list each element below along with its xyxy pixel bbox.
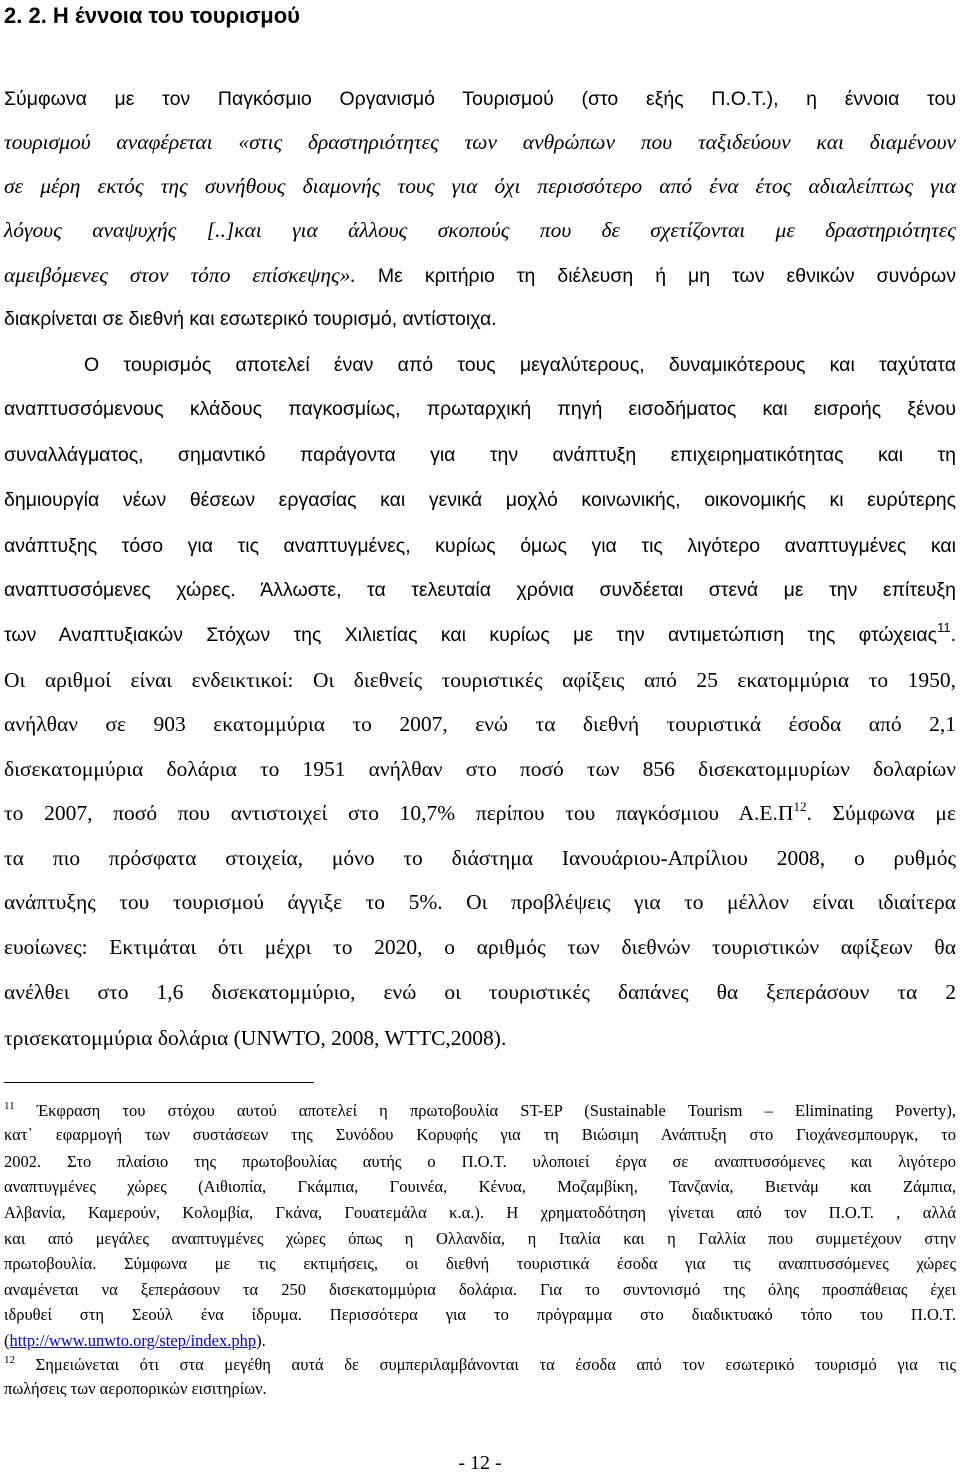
footnote-11-line: αναμένεται να ξεπεράσουν τα 250 δισεκατομμύρια δολάρια. Για το συντονισμό της όλης προσπάθειας έχει [4,1280,956,1299]
footnote-number-12: 12 [4,1354,15,1366]
footnote-11-line: 2002. Στο πλαίσιο της πρωτοβουλίας αυτής ο Π.Ο.Τ. υλοποιεί έργα σε αναπτυσσόμενες και λιγότερο [4,1152,956,1171]
paragraph-2-line: αναπτυσσόμενους κλάδους παγκοσμίως, πρωταρχική πηγή εισοδήματος και εισροής ξένου [4,398,956,420]
paragraph-1-line: λόγους αναψυχής [..]και για άλλους σκοπούς που δε σχετίζονται με δραστηριότητες [4,218,956,242]
unwto-step-link[interactable]: http://www.unwto.org/step/index.php [9,1331,257,1350]
section-heading: 2. 2. Η έννοια του τουρισμού [4,3,300,28]
paragraph-2-line: ανάπτυξης τόσο για τις αναπτυγμένες, κυρίως όμως για τις λιγότερο αναπτυγμένες και [4,535,956,557]
paragraph-1-line: Σύμφωνα με τον Παγκόσμιο Οργανισμό Τουρισμού (στο εξής Π.Ο.Τ.), η έννοια του [4,88,956,110]
footnote-11-line [4,1100,956,1122]
paragraph-2-line: δισεκατομμύρια δολάρια το 1951 ανήλθαν στο ποσό των 856 δισεκατομμυρίων δολαρίων [4,757,956,781]
footnote-12-line: πωλήσεις των αεροπορικών εισιτηρίων. [4,1379,267,1398]
paragraph-2-line: δημιουργία νέων θέσεων εργασίας και γενικά μοχλό κοινωνικής, οικονομικής κι ευρύτερης [4,489,956,511]
footnote-number-11: 11 [4,1100,15,1112]
body-text: . [950,624,956,646]
footnote-11-line: και από μεγάλες αναπτυγμένες χώρες όπως η Ολλανδία, η Ιταλία και η Γαλλία που συμμετέχουν στην [4,1229,956,1248]
footnote-11-line: αναπτυγμένες χώρες (Αιθιοπία, Γκάμπια, Γουινέα, Κένυα, Μοζαμβίκη, Τανζανία, Βιετνάμ και Ζάμπια, [4,1177,956,1196]
body-text: Με κριτήριο τη διέλευση ή μη των εθνικών συνόρων [355,265,956,287]
page-number: - 12 - [458,1452,502,1474]
paragraph-1-line: τουρισμού αναφέρεται «στις δραστηριότητες των ανθρώπων που ταξιδεύουν και διαμένουν [4,130,956,154]
footnote-text: ( [4,1331,10,1350]
footnote-11-line: κατ᾽ εφαρμογή των συστάσεων της Συνόδου Κορυφής για τη Βιώσιμη Ανάπτυξη στο Γιοχάνεσμπουργκ, το [4,1125,956,1144]
paragraph-2-line [4,798,956,828]
paragraph-1-line: διακρίνεται σε διεθνή και εσωτερικό τουρισμό, αντίστοιχα. [4,308,497,330]
footnote-text: ). [256,1331,266,1350]
footnote-ref-11: 11 [937,620,951,635]
paragraph-2-line: Ο τουρισμός αποτελεί έναν από τους μεγαλύτερους, δυναμικότερους και ταχύτατα [84,354,956,376]
paragraph-1-line: σε μέρη εκτός της συνήθους διαμονής τους για όχι περισσότερο από ένα έτος αδιαλείπτως για [4,174,956,198]
footnote-11-line: ιδρυθεί στη Σεούλ ένα ίδρυμα. Περισσότερα για το πρόγραμμα στο διαδικτυακό τόπο του Π.Ο.Τ. [4,1305,956,1324]
paragraph-1-line [4,260,956,291]
paragraph-2-line: αναπτυσσόμενες χώρες. Άλλωστε, τα τελευταία χρόνια συνδέεται στενά με την επίτευξη [4,579,956,601]
footnote-text: Έκφραση του στόχου αυτού αποτελεί η πρωτοβουλία ST-EP (Sustainable Tourism – Eliminating Poverty), [36,1101,956,1120]
paragraph-2-line: τα πιο πρόσφατα στοιχεία, μόνο το διάστημα Ιανουάριου-Απρίλιου 2008, ο ρυθμός [4,846,956,870]
paragraph-2-line: συναλλάγματος, σημαντικό παράγοντα για την ανάπτυξη επιχειρηματικότητας και τη [4,444,956,466]
paragraph-2-line: ανήλθαν σε 903 εκατομμύρια το 2007, ενώ τα διεθνή τουριστικά έσοδα από 2,1 [4,712,956,736]
body-text: των Αναπτυξιακών Στόχων της Χιλιετίας και κυρίως με την αντιμετώπιση της φτώχειας [4,624,938,646]
paragraph-2-line: Οι αριθμοί είναι ενδεικτικοί: Οι διεθνείς τουριστικές αφίξεις από 25 εκατομμύρια το 1950, [4,668,956,692]
footnote-text: Σημειώνεται ότι στα μεγέθη αυτά δε συμπεριλαμβάνονται τα έσοδα από τον εσωτερικό τουρισμό για τις [15,1355,956,1374]
quote-end: αμειβόμενες στον τόπο επίσκεψης». [4,263,356,287]
footnote-11-line [4,1330,956,1352]
paragraph-2-line: ανέλθει στο 1,6 δισεκατομμύριο, ενώ οι τουριστικές δαπάνες θα ξεπεράσουν τα 2 [4,980,956,1004]
footnote-ref-12: 12 [793,799,807,814]
paragraph-2-line: ευοίωνες: Εκτιμάται ότι μέχρι το 2020, ο αριθμός των διεθνών τουριστικών αφίξεων θα [4,935,956,959]
footnote-11-line: πρωτοβουλία. Σύμφωνα με τις εκτιμήσεις, οι διεθνή τουριστικά έσοδα για τις αναπτυσσόμενες χώρες [4,1254,956,1273]
paragraph-2-line: τρισεκατομμύρια δολάρια (UNWTO, 2008, WTTC,2008). [4,1026,507,1050]
footnote-separator [4,1082,314,1083]
body-text: . Σύμφωνα με [806,801,956,825]
footnote-11-line: Αλβανία, Καμερούν, Κολομβία, Γκάνα, Γουατεμάλα κ.α.). Η χρηματοδότηση γίνεται από τον Π.Ο.Τ. , αλλά [4,1203,956,1222]
paragraph-2-line: ανάπτυξης του τουρισμού άγγιξε το 5%. Οι προβλέψεις για το μέλλον είναι ιδιαίτερα [4,890,956,914]
body-text: το 2007, ποσό που αντιστοιχεί στο 10,7% περίπου του παγκόσμιου Α.Ε.Π [4,801,794,825]
footnote-12-line [4,1354,956,1376]
paragraph-2-line [4,620,956,650]
